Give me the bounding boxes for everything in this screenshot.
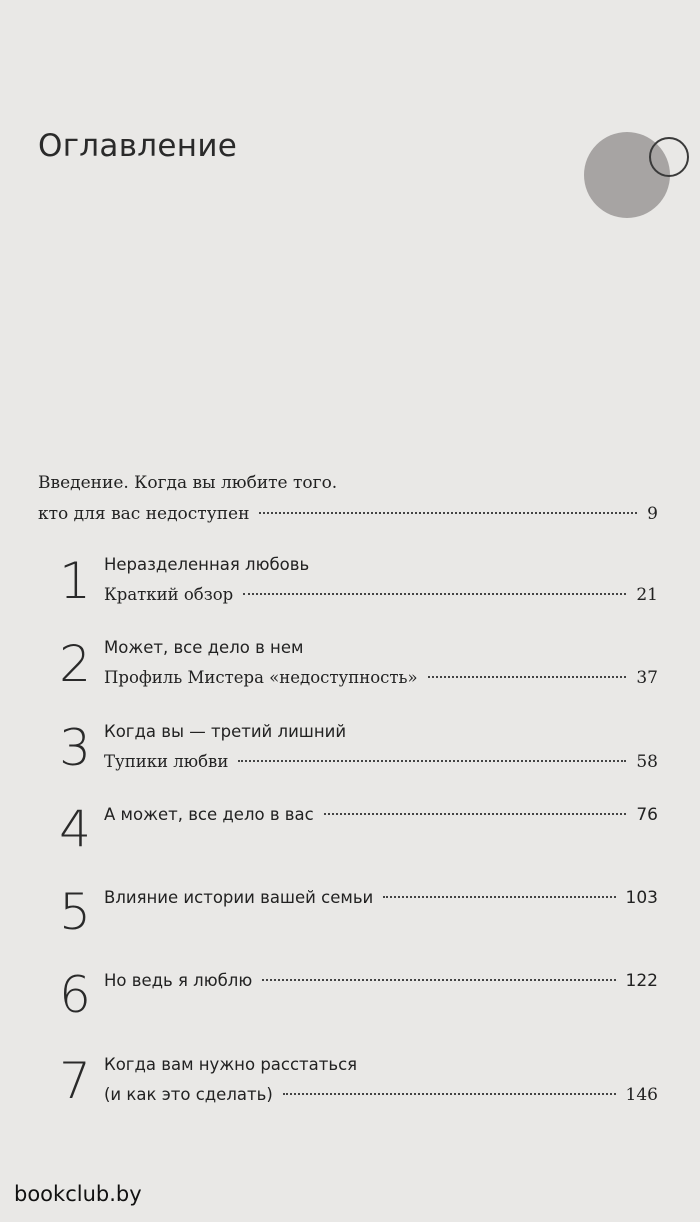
dot-leader [283, 1093, 616, 1095]
page-number: 103 [625, 888, 658, 908]
dot-leader [383, 896, 615, 898]
dot-leader [238, 760, 626, 762]
page-number: 9 [647, 504, 658, 524]
chapter-subtitle: Краткий обзор [104, 585, 234, 604]
toc-entry-chapter-2[interactable] [52, 633, 658, 713]
chapter-number: 4 [59, 800, 91, 858]
dot-leader [259, 512, 637, 514]
page-number: 37 [636, 668, 658, 688]
chapter-number: 3 [59, 719, 91, 777]
toc-entry-chapter-3[interactable] [52, 717, 658, 797]
chapter-title: Когда вы — третий лишний [104, 722, 347, 741]
toc-entry-chapter-4[interactable] [52, 800, 658, 880]
page-number: 76 [636, 805, 658, 825]
toc-entry-chapter-6[interactable] [52, 966, 658, 1046]
dot-leader [324, 813, 627, 815]
chapter-subtitle: Профиль Мистера «недоступность» [104, 668, 418, 687]
page-number: 58 [636, 752, 658, 772]
chapter-number: 5 [59, 883, 91, 941]
chapter-title: Неразделенная любовь [104, 555, 310, 574]
dot-leader [262, 979, 615, 981]
chapter-number: 2 [59, 635, 91, 693]
toc-entry-chapter-7[interactable] [52, 1050, 658, 1130]
chapter-title: Может, все дело в нем [104, 638, 304, 657]
chapter-title: Но ведь я люблю [104, 971, 253, 990]
chapter-number: 7 [59, 1052, 91, 1110]
introduction-entry[interactable] [38, 468, 658, 530]
page-number: 21 [636, 585, 658, 605]
chapter-subtitle: Тупики любви [104, 752, 229, 771]
decorative-circle-outline [649, 137, 689, 177]
watermark: bookclub.by [14, 1182, 142, 1206]
page-title: Оглавление [38, 128, 238, 164]
page-number: 146 [625, 1085, 658, 1105]
dot-leader [243, 593, 626, 595]
dot-leader [428, 676, 627, 678]
chapter-title-line2: (и как это сделать) [104, 1085, 273, 1104]
intro-title-line1: Введение. Когда вы любите того. [38, 473, 338, 493]
chapter-number: 1 [59, 552, 91, 610]
page-number: 122 [625, 971, 658, 991]
toc-entry-chapter-5[interactable] [52, 883, 658, 963]
toc-entry-chapter-1[interactable] [52, 550, 658, 630]
chapter-title-line1: Когда вам нужно расстаться [104, 1055, 358, 1074]
intro-title-line2: кто для вас недоступен [38, 504, 250, 524]
chapter-title: А может, все дело в вас [104, 805, 314, 824]
chapter-number: 6 [59, 966, 91, 1024]
chapter-title: Влияние истории вашей семьи [104, 888, 374, 907]
